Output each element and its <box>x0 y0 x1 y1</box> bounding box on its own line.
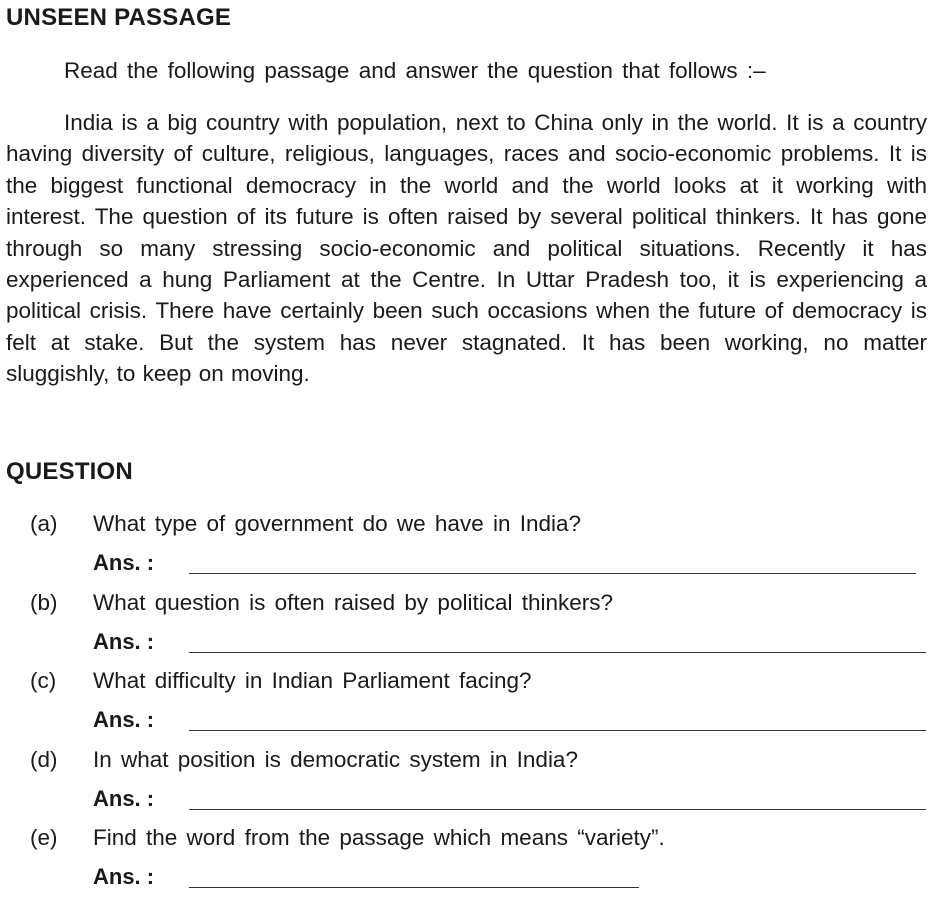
question-letter: (e) <box>30 825 58 851</box>
question-text: Find the word from the passage which means “variety”. <box>93 825 665 851</box>
answer-label: Ans. : <box>93 550 155 575</box>
answer-label: Ans. : <box>93 707 155 733</box>
answer-blank-line[interactable] <box>189 887 639 888</box>
question-text: What type of government do we have in India? <box>93 511 582 536</box>
answer-blank-line[interactable] <box>189 730 926 731</box>
question-letter: (a) <box>30 511 58 536</box>
passage-text: India is a big country with population, next to China only in the world. It is a country having diversity of culture, religious, languages, races and socio-economic problems. It is the biggest functional democracy in the world and the world looks at it working with interest. The question of its future is often raised by several political thinkers. It has gone through so many stressing socio-economic and political situations. Recently it has experienced a hung Parliament at the Centre. In Uttar Pradesh too, it is experiencing a political crisis. There have certainly been such occasions when the future of democracy is felt at stake. But the system has never stagnated. It has been working, no matter sluggishly, to keep on moving. <box>6 110 927 387</box>
question-letter: (b) <box>30 589 58 615</box>
answer-label: Ans. : <box>93 785 155 811</box>
question-text: In what position is democratic system in India? <box>93 746 578 772</box>
answer-blank-line[interactable] <box>189 652 926 653</box>
question-item-e <box>0 822 937 901</box>
question-text: What difficulty in Indian Parliament facing? <box>93 668 532 694</box>
section-heading-unseen-passage: UNSEEN PASSAGE <box>6 4 232 31</box>
question-text: What question is often raised by political thinkers? <box>93 589 614 615</box>
question-item-d <box>0 744 937 823</box>
answer-blank-line[interactable] <box>189 809 926 810</box>
question-list <box>0 508 937 901</box>
section-heading-question: QUESTION <box>6 458 133 485</box>
answer-label: Ans. : <box>93 864 155 890</box>
question-item-c <box>0 665 937 744</box>
question-letter: (d) <box>30 746 58 772</box>
instruction-text: Read the following passage and answer the question that follows :– <box>64 58 766 83</box>
answer-label: Ans. : <box>93 628 155 654</box>
question-item-b <box>0 587 937 666</box>
question-letter: (c) <box>30 668 57 694</box>
answer-blank-line[interactable] <box>189 573 916 574</box>
question-item-a <box>0 508 937 587</box>
